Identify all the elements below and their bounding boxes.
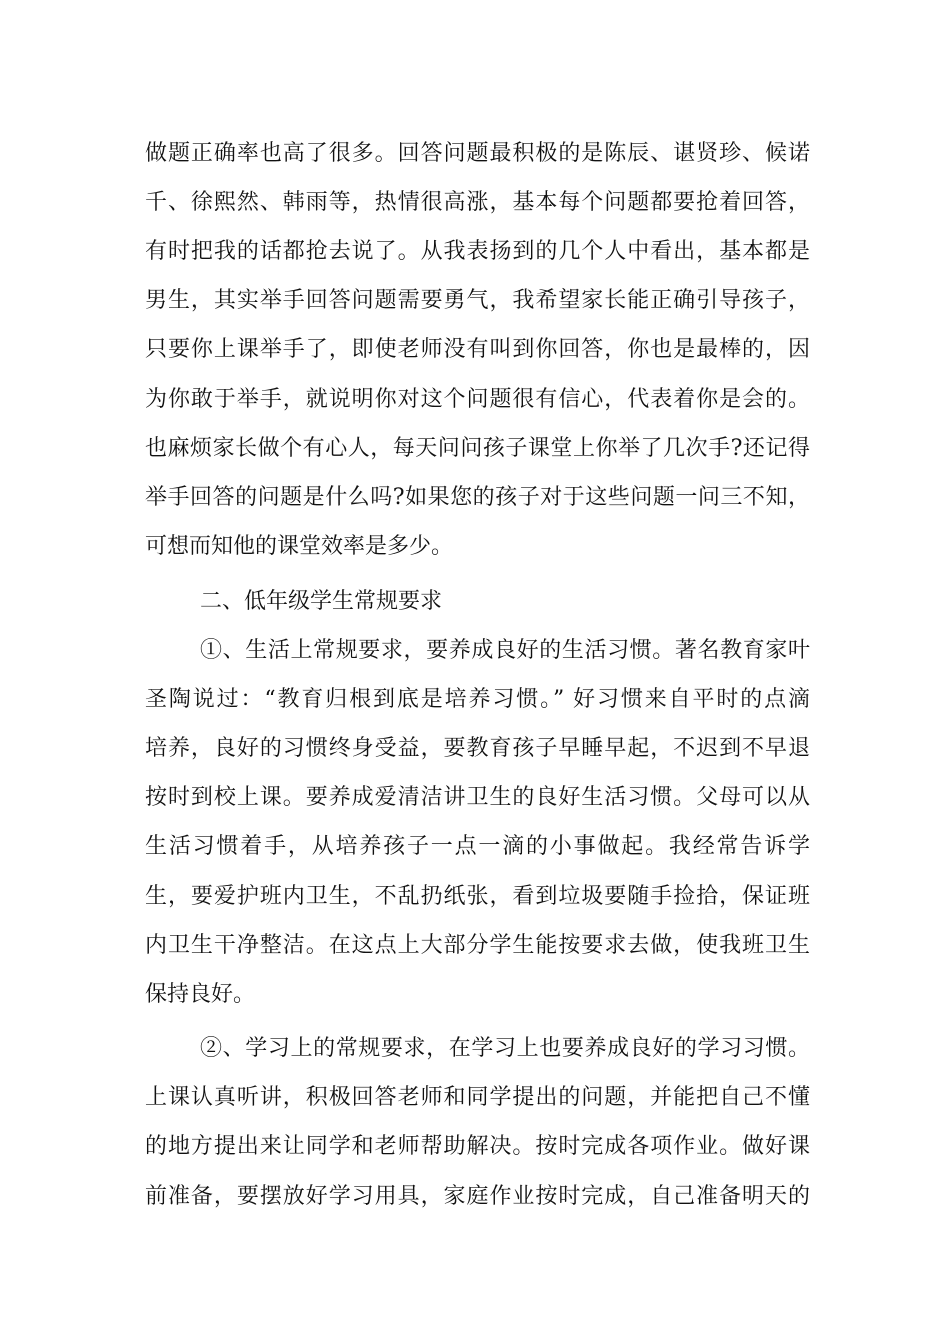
text-line: 生，要爱护班内卫生，不乱扔纸张，看到垃圾要随手捡拾，保证班: [145, 884, 810, 909]
text-line: 上课认真听讲，积极回答老师和同学提出的问题，并能把自己不懂: [145, 1085, 810, 1110]
text-line: 按时到校上课。要养成爱清洁讲卫生的良好生活习惯。父母可以从: [145, 785, 810, 810]
text-line: 圣陶说过：“教育归根到底是培养习惯。” 好习惯来自平时的点滴: [145, 687, 810, 712]
text-line: 也麻烦家长做个有心人，每天问问孩子课堂上你举了几次手?还记得: [145, 436, 810, 461]
text-line: 的地方提出来让同学和老师帮助解决。按时完成各项作业。做好课: [145, 1134, 810, 1159]
text-line: 千、徐熙然、韩雨等，热情很高涨，基本每个问题都要抢着回答，: [145, 190, 810, 215]
text-line: 为你敢于举手，就说明你对这个问题很有信心，代表着你是会的。: [145, 387, 810, 412]
text-line: 有时把我的话都抢去说了。从我表扬到的几个人中看出，基本都是: [145, 239, 810, 264]
text-line: 可想而知他的课堂效率是多少。: [145, 534, 454, 559]
text-line: 前准备，要摆放好学习用具，家庭作业按时完成，自己准备明天的: [145, 1184, 810, 1209]
text-line: 举手回答的问题是什么吗?如果您的孩子对于这些问题一问三不知，: [145, 485, 810, 510]
text-line: 男生，其实举手回答问题需要勇气，我希望家长能正确引导孩子，: [145, 288, 810, 313]
text-line: 做题正确率也高了很多。回答问题最积极的是陈辰、谌贤珍、候诺: [145, 141, 810, 166]
text-line: 生活习惯着手，从培养孩子一点一滴的小事做起。我经常告诉学: [145, 834, 810, 859]
text-line: 培养，良好的习惯终身受益，要教育孩子早睡早起，不迟到不早退: [145, 736, 810, 761]
text-line: 保持良好。: [145, 982, 256, 1007]
text-line: ②、学习上的常规要求，在学习上也要养成良好的学习习惯。: [200, 1036, 810, 1061]
text-line: 内卫生干净整洁。在这点上大部分学生能按要求去做，使我班卫生: [145, 933, 810, 958]
text-line: 只要你上课举手了，即使老师没有叫到你回答，你也是最棒的，因: [145, 337, 810, 362]
section-heading: 二、低年级学生常规要求: [200, 589, 443, 614]
text-line: ①、生活上常规要求，要养成良好的生活习惯。著名教育家叶: [200, 638, 810, 663]
